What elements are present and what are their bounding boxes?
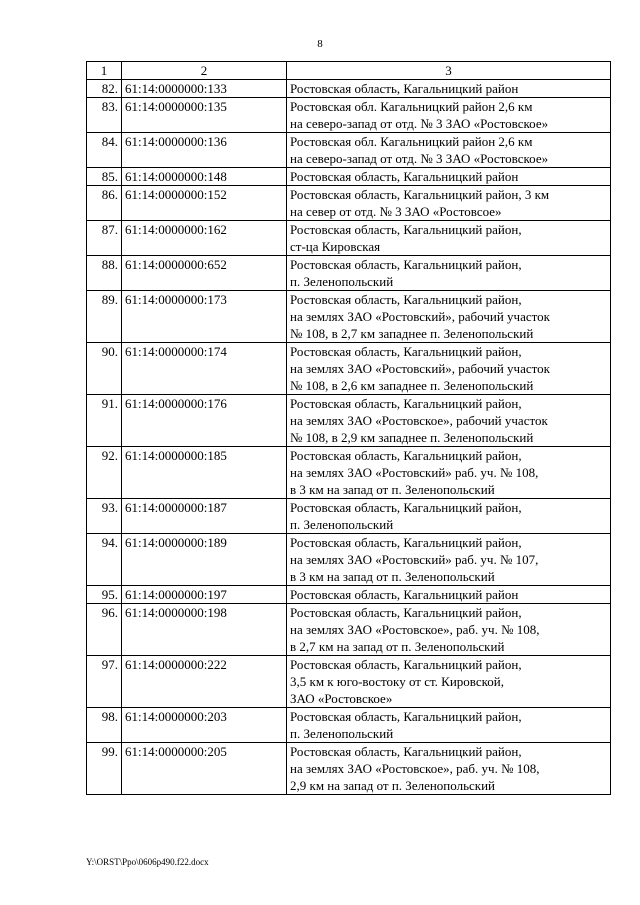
row-number: 91. — [87, 395, 122, 447]
cadastral-number: 61:14:0000000:133 — [122, 80, 287, 98]
column-header: 1 — [87, 62, 122, 80]
row-number: 89. — [87, 291, 122, 343]
location-description — [287, 221, 611, 256]
table-row — [87, 133, 611, 168]
location-description — [287, 133, 611, 168]
cadastral-number: 61:14:0000000:189 — [122, 534, 287, 586]
page-number: 8 — [317, 38, 323, 50]
table-row — [87, 743, 611, 795]
table-row — [87, 534, 611, 586]
location-line: на землях ЗАО «Ростовское», раб. уч. № 108, — [290, 761, 540, 776]
column-header: 3 — [287, 62, 611, 80]
location-description — [287, 80, 611, 98]
location-description — [287, 291, 611, 343]
location-line: на землях ЗАО «Ростовский», рабочий участок — [290, 309, 550, 324]
row-number: 96. — [87, 604, 122, 656]
location-line: Ростовская область, Кагальницкий район, — [290, 257, 522, 272]
row-number: 86. — [87, 186, 122, 221]
location-line: Ростовская область, Кагальницкий район, — [290, 657, 522, 672]
table-row — [87, 291, 611, 343]
location-line: 2,9 км на запад от п. Зеленопольский — [290, 778, 496, 793]
location-line: Ростовская область, Кагальницкий район, — [290, 605, 522, 620]
cadastral-number: 61:14:0000000:198 — [122, 604, 287, 656]
table-row — [87, 343, 611, 395]
location-description — [287, 447, 611, 499]
table-row — [87, 499, 611, 534]
location-line: Ростовская область, Кагальницкий район, 3 км — [290, 187, 550, 202]
location-line: в 2,7 км на запад от п. Зеленопольский — [290, 639, 505, 654]
cadastral-number: 61:14:0000000:222 — [122, 656, 287, 708]
location-line: на землях ЗАО «Ростовский» раб. уч. № 107, — [290, 552, 539, 567]
row-number: 85. — [87, 168, 122, 186]
location-line: на землях ЗАО «Ростовский» раб. уч. № 108, — [290, 465, 539, 480]
cadastral-number: 61:14:0000000:162 — [122, 221, 287, 256]
column-header: 2 — [122, 62, 287, 80]
location-line: на землях ЗАО «Ростовский», рабочий участок — [290, 361, 550, 376]
location-line: п. Зеленопольский — [290, 517, 394, 532]
cadastral-number: 61:14:0000000:148 — [122, 168, 287, 186]
cadastral-number: 61:14:0000000:135 — [122, 98, 287, 133]
location-line: Ростовская область, Кагальницкий район, — [290, 709, 522, 724]
location-line: Ростовская область, Кагальницкий район — [290, 587, 519, 602]
table-row — [87, 656, 611, 708]
row-number: 84. — [87, 133, 122, 168]
location-line: Ростовская область, Кагальницкий район, — [290, 448, 522, 463]
cadastral-number: 61:14:0000000:185 — [122, 447, 287, 499]
table-row — [87, 168, 611, 186]
cadastral-number: 61:14:0000000:176 — [122, 395, 287, 447]
location-description — [287, 98, 611, 133]
location-description — [287, 586, 611, 604]
location-description — [287, 656, 611, 708]
row-number: 98. — [87, 708, 122, 743]
cadastral-number: 61:14:0000000:174 — [122, 343, 287, 395]
location-line: в 3 км на запад от п. Зеленопольский — [290, 482, 495, 497]
cadastral-number: 61:14:0000000:203 — [122, 708, 287, 743]
location-line: № 108, в 2,9 км западнее п. Зеленопольский — [290, 430, 534, 445]
row-number: 82. — [87, 80, 122, 98]
location-line: Ростовская обл. Кагальницкий район 2,6 км — [290, 134, 533, 149]
location-line: Ростовская область, Кагальницкий район — [290, 169, 519, 184]
location-line: на север от отд. № 3 ЗАО «Ростовсое» — [290, 204, 502, 219]
row-number: 83. — [87, 98, 122, 133]
cadastral-number: 61:14:0000000:652 — [122, 256, 287, 291]
location-line: на северо-запад от отд. № 3 ЗАО «Ростовское» — [290, 151, 549, 166]
location-description — [287, 395, 611, 447]
file-path-footer: Y:\ORST\Ppo\0606p490.f22.docx — [86, 857, 209, 867]
table-row — [87, 221, 611, 256]
location-line: на землях ЗАО «Ростовское», раб. уч. № 108, — [290, 622, 540, 637]
row-number: 99. — [87, 743, 122, 795]
cadastral-number: 61:14:0000000:197 — [122, 586, 287, 604]
table-row — [87, 186, 611, 221]
table-row — [87, 604, 611, 656]
location-description — [287, 534, 611, 586]
location-line: ЗАО «Ростовское» — [290, 691, 393, 706]
cadastral-number: 61:14:0000000:205 — [122, 743, 287, 795]
location-line: на северо-запад от отд. № 3 ЗАО «Ростовское» — [290, 116, 549, 131]
row-number: 87. — [87, 221, 122, 256]
location-line: Ростовская область, Кагальницкий район, — [290, 222, 522, 237]
cadastral-number: 61:14:0000000:136 — [122, 133, 287, 168]
table-body — [87, 80, 611, 795]
location-description — [287, 743, 611, 795]
location-description — [287, 708, 611, 743]
location-line: Ростовская область, Кагальницкий район, — [290, 500, 522, 515]
location-description — [287, 186, 611, 221]
table-row — [87, 80, 611, 98]
table-header-row — [87, 62, 611, 80]
location-line: № 108, в 2,6 км западнее п. Зеленопольский — [290, 378, 534, 393]
location-line: Ростовская область, Кагальницкий район, — [290, 292, 522, 307]
location-line: № 108, в 2,7 км западнее п. Зеленопольский — [290, 326, 534, 341]
location-description — [287, 499, 611, 534]
row-number: 95. — [87, 586, 122, 604]
location-line: Ростовская область, Кагальницкий район, — [290, 535, 522, 550]
table-row — [87, 708, 611, 743]
cadastral-number: 61:14:0000000:152 — [122, 186, 287, 221]
table-row — [87, 98, 611, 133]
cadastral-number: 61:14:0000000:173 — [122, 291, 287, 343]
location-line: ст-ца Кировская — [290, 239, 381, 254]
cadastral-table — [86, 61, 611, 795]
location-line: Ростовская область, Кагальницкий район — [290, 81, 519, 96]
row-number: 88. — [87, 256, 122, 291]
table-row — [87, 395, 611, 447]
row-number: 94. — [87, 534, 122, 586]
location-line: на землях ЗАО «Ростовское», рабочий участок — [290, 413, 548, 428]
location-line: п. Зеленопольский — [290, 274, 394, 289]
location-line: Ростовская обл. Кагальницкий район 2,6 км — [290, 99, 533, 114]
table-row — [87, 256, 611, 291]
location-line: Ростовская область, Кагальницкий район, — [290, 744, 522, 759]
location-description — [287, 168, 611, 186]
row-number: 97. — [87, 656, 122, 708]
location-line: Ростовская область, Кагальницкий район, — [290, 344, 522, 359]
location-line: в 3 км на запад от п. Зеленопольский — [290, 569, 495, 584]
location-description — [287, 256, 611, 291]
table-row — [87, 447, 611, 499]
table-row — [87, 586, 611, 604]
row-number: 92. — [87, 447, 122, 499]
cadastral-number: 61:14:0000000:187 — [122, 499, 287, 534]
row-number: 93. — [87, 499, 122, 534]
location-line: п. Зеленопольский — [290, 726, 394, 741]
location-line: 3,5 км к юго-востоку от ст. Кировской, — [290, 674, 504, 689]
location-description — [287, 343, 611, 395]
location-description — [287, 604, 611, 656]
row-number: 90. — [87, 343, 122, 395]
location-line: Ростовская область, Кагальницкий район, — [290, 396, 522, 411]
